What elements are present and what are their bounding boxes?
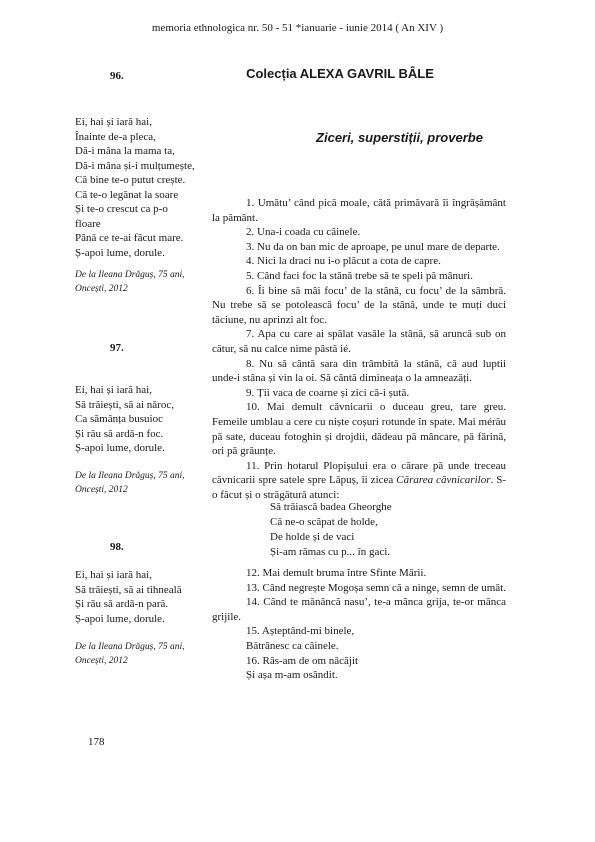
proverb-item: Și așa m-am osândit. (246, 669, 338, 682)
proverb-item: 3. Nu da on ban mic de aproape, pe unul mare de departe. (246, 240, 500, 253)
lyric-line: Ei, hai și iară hai, (75, 569, 152, 581)
proverb-item: 6. Îi bine să mâi focu’ de la stână, cu focu’ de la sâmbră. Nu trebe să se potolească focu’ de la stână, unde te muți duci tăciune, nu aprinzi alt foc. (212, 284, 506, 326)
proverb-item: 9. Ții vaca de coarne și zici că-i șută. (246, 386, 410, 399)
song-96-source (75, 268, 185, 296)
song-96-lyrics (75, 115, 195, 260)
lyric-line: Și rău să ardă-n foc. (75, 427, 164, 440)
verse-line: Și-am rămas cu p... în gaci. (270, 546, 391, 558)
proverb-item: 5. Când faci foc la stână trebe să te speli pă mânuri. (246, 269, 473, 282)
lyric-line: Ei, hai și iară hai, (75, 384, 152, 396)
proverb-item: Bătrânesc ca câinele. (246, 639, 339, 652)
song-97-number: 97. (110, 342, 124, 354)
lyric-line: Dă-i mâna la mama ta, (75, 145, 175, 157)
proverbs-list-continued (212, 566, 506, 683)
lyric-line: Că bine te-o putut crește. (75, 174, 186, 186)
source-line: Oncești, 2012 (75, 284, 128, 294)
collection-title: Colecția ALEXA GAVRIL BÂLE (246, 66, 434, 81)
running-header: memoria ethnologica nr. 50 - 51 *ianuarie - iunie 2014 ( An XIV ) (151, 22, 444, 34)
song-98-source (75, 640, 185, 668)
lyric-line: Ei, hai și iară hai, (75, 116, 152, 128)
song-98-number: 98. (110, 541, 124, 553)
page-number: 178 (88, 736, 105, 748)
song-97-lyrics (75, 383, 174, 456)
source-line: De la Ileana Drăguș, 75 ani, (75, 270, 185, 280)
lyric-line: Ca sămânța busuioc (75, 413, 163, 425)
verse-line: Că ne-o scăpat de holde, (270, 516, 378, 528)
source-line: Oncești, 2012 (75, 485, 128, 495)
lyric-line: Ș-apoi lume, dorule. (75, 246, 165, 259)
song-96-number: 96. (110, 70, 124, 82)
proverb-item: 2. Una-i coada cu câinele. (246, 226, 361, 239)
proverb-item: 1. Umătu’ când pică moale, cătă primăvară îi îngrășământ la pământ. (212, 197, 506, 224)
lyric-line: Și te-o crescut ca p-o (75, 203, 168, 215)
lyric-line: Până ce te-ai făcut mare. (75, 232, 184, 244)
folk-verse (270, 500, 392, 560)
lyric-line: Că te-o legănat la soare (75, 188, 179, 201)
lyric-line: Ș-apoi lume, dorule. (75, 442, 165, 454)
proverb-item: 16. Râs-am de om năcăjit (246, 654, 359, 667)
lyric-line: Să trăiești, să ai tihnеală (75, 583, 182, 596)
proverb-item: 15. Așteptând-mi binele, (246, 625, 355, 638)
song-97-source (75, 469, 185, 497)
proverb-item: 11. Prin hotarul Plopișului era o cărare pă unde treceau căvnicarii spre satele spre Lăpuș, îi zicea Cărarea căvnicarilor. S-o făcut și o străgătură atunci: (212, 459, 506, 501)
proverb-item: 8. Nu să cântă sara din trâmbită la stână, că aud luptii unde-i stâna și vin la oi. Să cântă dimineața o la amneazăți. (212, 357, 506, 385)
lyric-line: floare (75, 217, 101, 230)
verse-line: De holde și de vaci (270, 531, 355, 543)
proverb-item: 12. Mai demult bruma între Sfinte Mării. (246, 567, 427, 579)
lyric-line: Și rău să ardă-n pară. (75, 598, 169, 610)
proverb-item: 10. Mai demult căvnicarii o duceau greu, tare greu. Femeile umblau a cere cu niște coșuri rotunde în spate. Mai mérău pă sate, duceau fotoghin și drojdii, dădeau pă mâncare, pă fărină, ori pă grăunțe. (212, 401, 506, 458)
section-title: Ziceri, superstiții, proverbe (316, 130, 483, 145)
verse-line: Să trăiască badea Gheorghe (270, 501, 392, 513)
proverb-item: 13. Când negrește Mogoșa semn că a ninge, semn de umăt. (246, 581, 506, 594)
source-line: Oncești, 2012 (75, 656, 128, 666)
proverb-item: 4. Nici la draci nu i-o plăcut a cota de capre. (246, 255, 441, 268)
lyric-line: Să trăiești, să ai nărоc, (75, 398, 174, 411)
source-line: De la Ileana Drăguș, 75 ani, (75, 471, 185, 481)
song-98-lyrics (75, 568, 182, 626)
proverb-item: 14. Când te mănâncă nasu’, te-a mânca grija, te-or mânca grijile. (212, 596, 506, 623)
lyric-line: Ș-apoi lume, dorule. (75, 612, 165, 625)
proverbs-list (212, 196, 506, 502)
proverb-item: 7. Apa cu care ai spălat vasăle la stână, să aruncă sub on cătur, să nu calce nime pâstă ié. (212, 328, 506, 355)
source-line: De la Ileana Drăguș, 75 ani, (75, 642, 185, 652)
lyric-line: Înainte de-a pleca, (75, 130, 156, 143)
lyric-line: Dă-i mâna și-i mulțumește, (75, 159, 195, 172)
